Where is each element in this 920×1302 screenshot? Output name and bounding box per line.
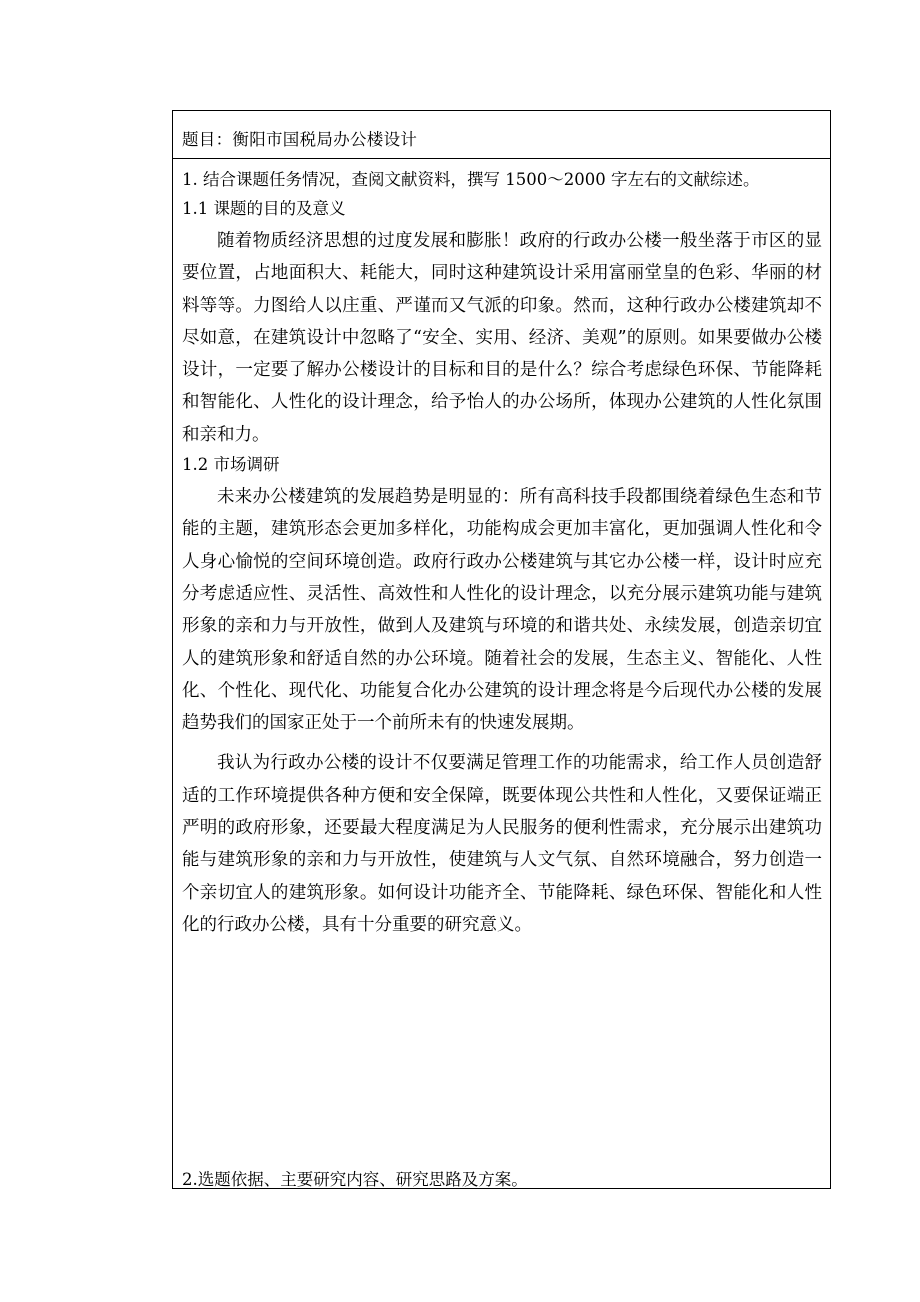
paragraph-opinion: 我认为行政办公楼的设计不仅要满足管理工作的功能需求，给工作人员创造舒适的工作环境提供各种方便和安全保障，既要体现公共性和人性化，又要保证端正严明的政府形象，还要最大程度满足为人民服务的便利性需求，充分展示出建筑功能与建筑形象的亲和力与开放性，使建筑与人文气氛、自然环境融合，努力创造一个亲切宜人的建筑形象。如何设计功能齐全、节能降耗、绿色环保、智能化和人性化的行政办公楼，具有十分重要的研究意义。 [182, 753, 822, 935]
section-2-heading: 2.选题依据、主要研究内容、研究思路及方案。 [182, 1170, 528, 1189]
section-1-heading: 1. 结合课题任务情况，查阅文献资料，撰写 1500～2000 字左右的文献综述。 [182, 170, 760, 189]
document-title: 题目：衡阳市国税局办公楼设计 [182, 130, 418, 149]
title-row [173, 111, 830, 159]
report-form-table [172, 110, 831, 1189]
subsection-1-1-heading: 1.1 课题的目的及意义 [182, 199, 346, 218]
paragraph-market-research: 未来办公楼建筑的发展趋势是明显的：所有高科技手段都围绕着绿色生态和节能的主题，建筑形态会更加多样化，功能构成会更加丰富化，更加强调人性化和令人身心愉悦的空间环境创造。政府行政办公楼建筑与其它办公楼一样，设计时应充分考虑适应性、灵活性、高效性和人性化的设计理念，以充分展示建筑功能与建筑形象的亲和力与开放性，做到人及建筑与环境的和谐共处、永续发展，创造亲切宜人的建筑形象和舒适自然的办公环境。随着社会的发展，生态主义、智能化、人性化、个性化、现代化、功能复合化办公建筑的设计理念将是今后现代办公楼的发展趋势我们的国家正处于一个前所未有的快速发展期。 [182, 487, 822, 734]
content-area [182, 168, 822, 941]
paragraph-purpose: 随着物质经济思想的过度发展和膨胀！政府的行政办公楼一般坐落于市区的显要位置，占地面积大、耗能大，同时这种建筑设计采用富丽堂皇的色彩、华丽的材料等等。力图给人以庄重、严谨而又气派的印象。然而，这种行政办公楼建筑却不尽如意，在建筑设计中忽略了“安全、实用、经济、美观”的原则。如果要做办公楼设计，一定要了解办公楼设计的目标和目的是什么？综合考虑绿色环保、节能降耗和智能化、人性化的设计理念，给予怡人的办公场所，体现办公建筑的人性化氛围和亲和力。 [182, 231, 822, 445]
subsection-1-2-heading: 1.2 市场调研 [182, 455, 280, 475]
